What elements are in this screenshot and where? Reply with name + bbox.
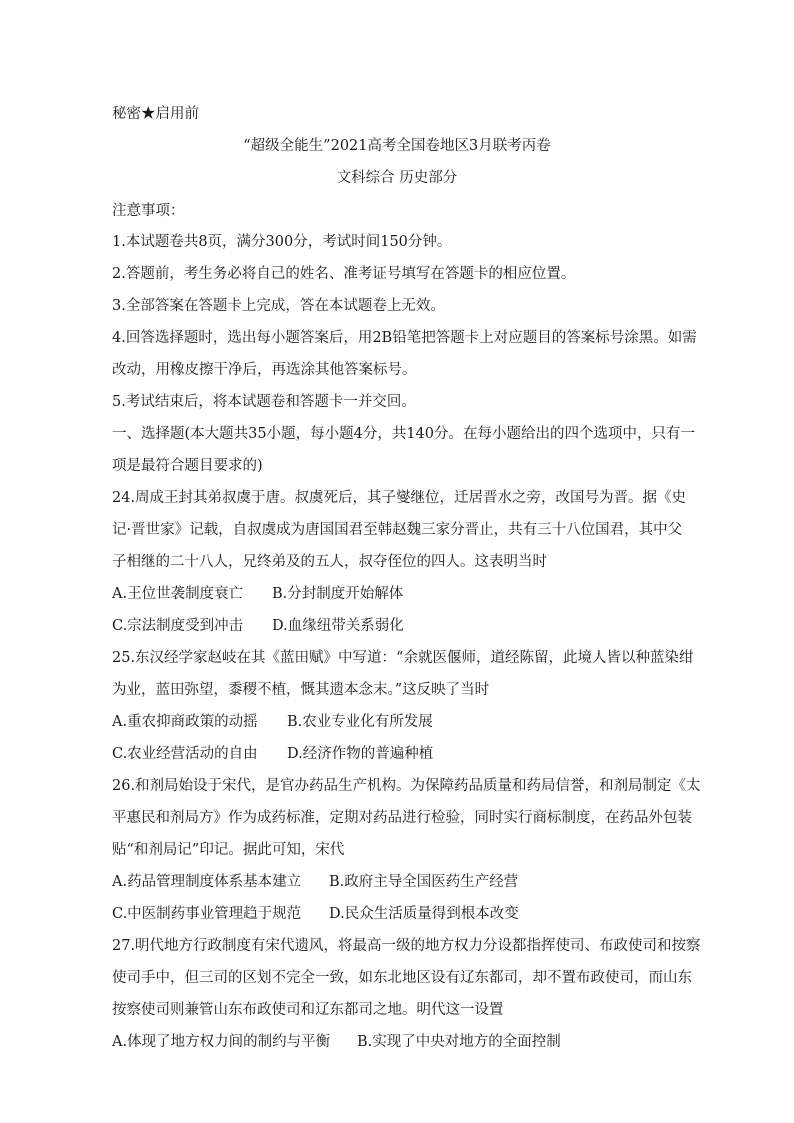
question-26-text: 平惠民和剂局方》作为成药标准，定期对药品进行检验，同时实行商标制度，在药品外包装 <box>112 810 692 826</box>
notice-item: 5.考试结束后，将本试题卷和答题卡一并交回。 <box>112 394 416 410</box>
question-24-text: 记·晋世家》记载，自叔虞成为唐国国君至韩赵魏三家分晋止，共有三十八位国君，其中父 <box>112 522 683 538</box>
question-26-text: 26.和剂局始设于宋代，是官办药品生产机构。为保障药品质量和药局信誉，和剂局制定《太 <box>112 778 701 794</box>
section-heading: 一、选择题(本大题共35小题，每小题4分，共140分。在每小题给出的四个选项中，只有一 <box>112 426 696 442</box>
question-27-text: 按察使司则兼管山东布政使司和辽东都司之地。明代这一设置 <box>112 1002 504 1018</box>
question-25-text: 为业，蓝田弥望，黍稷不植，慨其遗本念末。”这反映了当时 <box>112 682 490 698</box>
question-26-text: 贴“和剂局记”印记。据此可知，宋代 <box>112 842 345 858</box>
section-heading-cont: 项是最符合题目要求的) <box>112 458 263 474</box>
question-25-text: 25.东汉经学家赵岐在其《蓝田赋》中写道：“余就医偃师，道经陈留，此境人皆以种蓝染绀 <box>112 650 694 666</box>
option-26-a: A.药品管理制度体系基本建立 <box>112 874 302 890</box>
notice-item: 2.答题前，考生务必将自己的姓名、准考证号填写在答题卡的相应位置。 <box>112 266 576 282</box>
option-26-b: B.政府主导全国医药生产经营 <box>329 874 519 890</box>
question-24-text: 24.周成王封其弟叔虞于唐。叔虞死后，其子燮继位，迁居晋水之旁，改国号为晋。据《史 <box>112 490 687 506</box>
option-27-a: A.体现了地方权力间的制约与平衡 <box>112 1034 331 1050</box>
option-26-d: D.民众生活质量得到根本改变 <box>329 906 519 922</box>
question-24-text: 子相继的二十八人，兄终弟及的五人，叔夺侄位的四人。这表明当时 <box>112 554 547 570</box>
option-24-c: C.宗法制度受到冲击 <box>112 618 244 634</box>
option-24-d: D.血缘纽带关系弱化 <box>272 618 404 634</box>
notice-item: 4.回答选择题时，选出每小题答案后，用2B铅笔把答题卡上对应题目的答案标号涂黑。如需 <box>112 330 697 346</box>
option-25-d: D.经济作物的普遍种植 <box>287 746 434 762</box>
notice-item: 改动，用橡皮擦干净后，再选涂其他答案标号。 <box>112 362 417 378</box>
option-25-b: B.农业专业化有所发展 <box>287 714 433 730</box>
secret-label: 秘密★启用前 <box>112 106 199 122</box>
question-27-text: 使司手中，但三司的区划不完全一致，如东北地区设有辽东都司，却不置布政使司，而山东 <box>112 970 692 986</box>
notice-item: 1.本试题卷共8页，满分300分，考试时间150分钟。 <box>112 234 452 250</box>
option-25-c: C.农业经营活动的自由 <box>112 746 258 762</box>
option-26-c: C.中医制药事业管理趋于规范 <box>112 906 302 922</box>
notice-item: 3.全部答案在答题卡上完成，答在本试题卷上无效。 <box>112 298 445 314</box>
question-27-text: 27.明代地方行政制度有宋代遗风，将最高一级的地方权力分设都指挥使司、布政使司和按察 <box>112 938 701 954</box>
exam-subtitle: 文科综合 历史部分 <box>336 170 458 186</box>
exam-title: “超级全能生”2021高考全国卷地区3月联考丙卷 <box>243 138 551 154</box>
option-24-a: A.王位世袭制度衰亡 <box>112 586 244 602</box>
option-24-b: B.分封制度开始解体 <box>272 586 404 602</box>
notice-heading: 注意事项： <box>112 203 185 219</box>
option-27-b: B.实现了中央对地方的全面控制 <box>357 1034 561 1050</box>
option-25-a: A.重农抑商政策的动摇 <box>112 714 258 730</box>
